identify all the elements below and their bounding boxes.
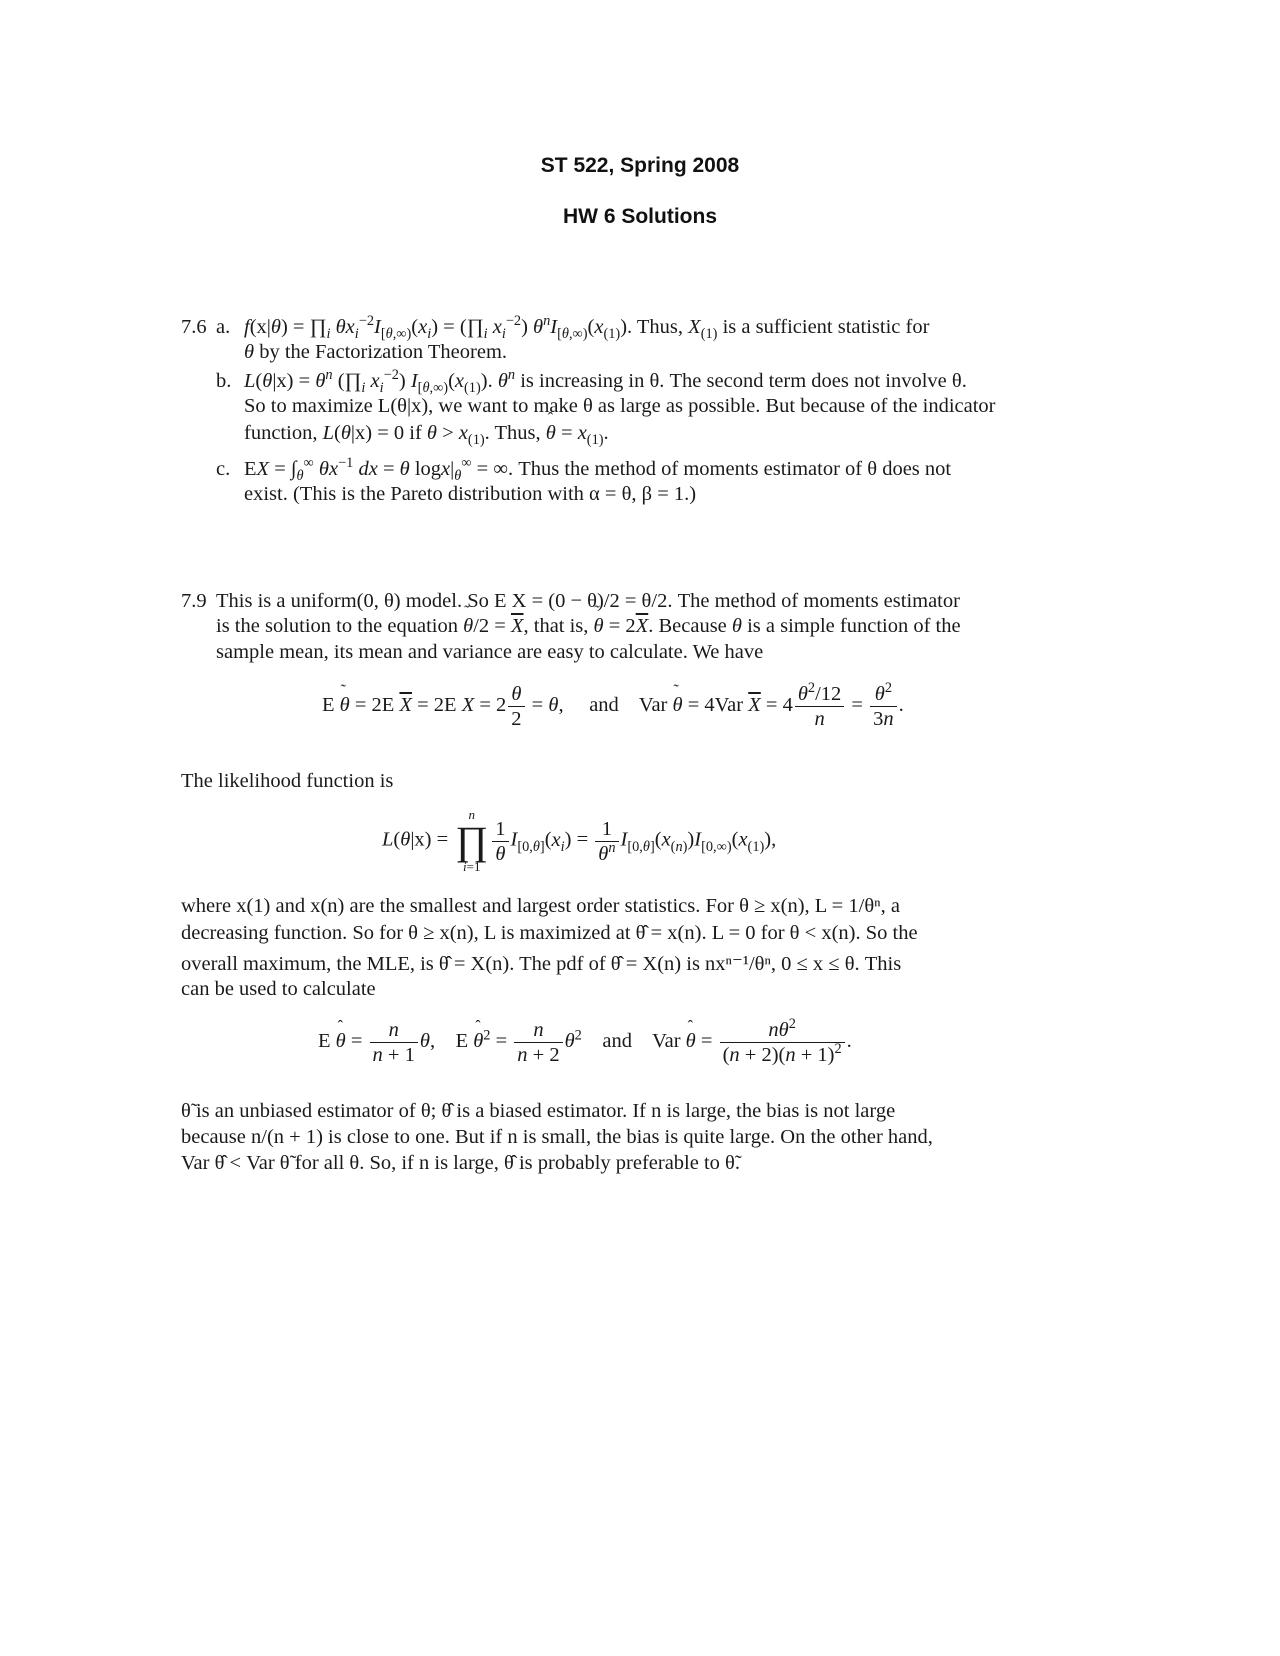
mle-para-line-2: decreasing function. So for θ ≥ x(n), L is maximized at θ̂ = x(n). L = 0 for θ < x(n). So the <box>181 922 918 944</box>
part-b-tail: is increasing in θ. The second term does not involve θ. <box>520 370 967 392</box>
mle-para-line-3: overall maximum, the MLE, is θ̂ = X(n). The pdf of θ̂ = X(n) is nxⁿ⁻¹/θⁿ, 0 ≤ x ≤ θ. This <box>181 953 902 975</box>
part-a-line-2-text: by the Factorization Theorem. <box>259 341 508 363</box>
part-b-line-3b: if <box>409 422 422 444</box>
p79-line-3: sample mean, its mean and variance are easy to calculate. We have <box>216 641 764 663</box>
part-c-line-2: exist. (This is the Pareto distribution with α = θ, β = 1.) <box>244 483 697 505</box>
part-b-label: b. <box>216 370 232 392</box>
part-b-line-3a: function, <box>244 422 318 444</box>
part-a-label: a. <box>216 316 231 338</box>
part-c-line-1: EX = $\int_\theta^\infty$ $\theta x^{-1}$ dx = θ $\log x|_\theta^\infty$ = ∞. Thus the method of moments estimator of θ does not <box>244 455 952 485</box>
part-b-line-3c: . Thus, <box>484 422 541 444</box>
mle-para-line-1: where x(1) and x(n) are the smallest and largest order statistics. For θ ≥ x(n), L = 1/θⁿ, a <box>181 895 900 917</box>
part-b-line-3: function, L(θ|x) = 0 if $\theta > x_{(1)}$. Thus, ˆ $\theta = x_{(1)}$. <box>244 422 609 445</box>
course-heading: ST 522, Spring 2008 <box>540 154 740 177</box>
problem-number-7-9: 7.9 <box>181 590 207 612</box>
part-c-tail: . Thus the method of moments estimator of θ does not <box>507 458 952 480</box>
mom-estimator-equation: E ˜ θ = 2E $\overline{X} = 2E$ X = 2 $\frac{\theta}{2}$ = θ, and Var ˜ θ = 4Var $\overline{X} = 4$ $\frac{\theta^2/12}{n}$ = $\frac{\theta^2}{3n}$ . <box>322 682 904 731</box>
part-a-tail: . Thus, <box>627 316 684 338</box>
and-word-2: and <box>602 1030 632 1053</box>
part-c-label: c. <box>216 458 231 480</box>
p79-line-2d: is a simple function of the <box>747 615 961 637</box>
part-a-line-2: θ by the Factorization Theorem. <box>244 341 508 363</box>
and-word-1: and <box>589 694 619 717</box>
p79-line-2b: , that is, <box>523 615 589 637</box>
part-a-tail-2: is a sufficient statistic for <box>722 316 930 338</box>
conclusion-line-3: Var θ̂ < Var θ̃ for all θ. So, if n is large, θ̂ is probably preferable to θ̃. <box>181 1152 740 1174</box>
document-title: HW 6 Solutions <box>563 205 717 228</box>
part-a-line-1: $f(x|\theta) = \prod_i$ $\theta x_i^{-2}I_{[\theta,\infty)}(x_i)$ = ($\prod_i$ $x_i^{-2}$) $\theta^nI_{[\theta,\infty)}(x_{(1)})$. Thus, $X_{(1)}$ is a sufficient statistic for <box>244 313 930 343</box>
mle-para-line-4: can be used to calculate <box>181 978 376 1000</box>
part-b-line-1: $L(\theta|x) = \theta^n$ ($\prod_i$ $x_i^{-2}$) $I_{[\theta,\infty)}(x_{(1)})$. $\theta^n$ is increasing in θ. The second term does not involve θ. <box>244 367 967 397</box>
likelihood-intro: The likelihood function is <box>181 770 394 792</box>
conclusion-line-1: θ̃ is an unbiased estimator of θ; θ̂ is a biased estimator. If n is large, the bias is not large <box>181 1100 896 1122</box>
p79-line-1: This is a uniform(0, θ) model. So E X = (0 − θ)/2 = θ/2. The method of moments estimator <box>216 590 960 612</box>
mle-moments-equation: E ˆ θ = $\frac{n}{n + 1}$ θ, E ˆ $\theta^2$ = $\frac{n}{n + 2}$ $\theta^2$ and Var ˆ θ = $\frac{n\theta^2}{(n + 2)(n + 1)^2}$ . <box>318 1018 852 1067</box>
problem-number-7-6: 7.6 <box>181 316 207 338</box>
part-b-line-2: So to maximize L(θ|x), we want to make θ as large as possible. But because of the indicator <box>244 395 996 417</box>
conclusion-line-2: because n/(n + 1) is close to one. But if n is small, the bias is quite large. On the other hand, <box>181 1126 933 1148</box>
p79-line-2a: is the solution to the equation <box>216 615 458 637</box>
likelihood-equation: L(θ|x) = n ∏ i=1 $\frac{1}{\theta}$ $I_{[0,\theta]}(x_i)$ = $\frac{1}{\theta^n}$ $I_{[0,\theta]}(x_{(n)})I_{[0,\infty)}(x_{(1)})$, <box>382 807 777 874</box>
p79-line-2: is the solution to the equation ˜ $\theta/2 = \overline{X}$, that is, ˜ $\theta = 2\overline{X}$. Because ˜ θ is a simple function of the <box>216 615 961 638</box>
p79-line-2c: . Because <box>648 615 727 637</box>
